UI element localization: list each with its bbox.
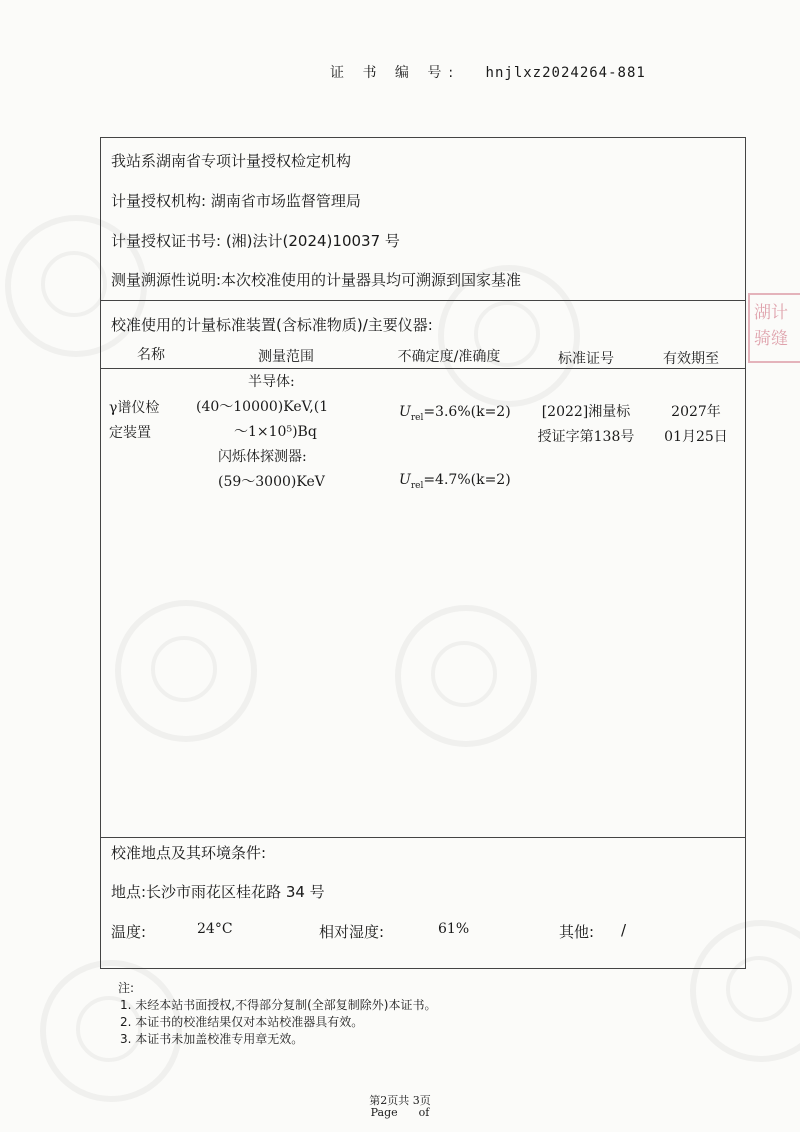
uncertainty-2: $U_{rel}=4.7\%(k=2)$ — [399, 472, 511, 491]
notes-title: 注: — [118, 981, 135, 995]
equipment-name: γ谱仪检 定装置 — [109, 400, 160, 441]
humidity-label: 相对湿度: — [319, 923, 385, 941]
page-number-cn: 第2页共 3页 — [369, 1094, 431, 1107]
authority-statement: 我站系湖南省专项计量授权检定机构 — [111, 152, 352, 170]
humidity-value: 61% — [438, 921, 470, 937]
col-name: 名称 — [137, 347, 165, 363]
certificate-table — [100, 137, 746, 969]
notes — [118, 980, 436, 1048]
authority-cert: 计量授权证书号: (湘)法计(2024)10037 号 — [111, 232, 400, 250]
uncertainty-1: $U_{rel}=3.6\%(k=2)$ — [399, 404, 511, 423]
divider — [101, 300, 745, 301]
note-item: 3. 本证书未加盖校准专用章无效。 — [120, 1032, 304, 1046]
divider — [101, 837, 745, 838]
col-range: 测量范围 — [258, 349, 314, 365]
other-value: / — [621, 921, 627, 939]
page-number-en: Page of — [370, 1106, 430, 1119]
temperature-value: 24°C — [197, 921, 233, 937]
seam-stamp: 湖计 骑缝 — [748, 293, 800, 363]
standard-cert-number: [2022]湘量标 授证字第138号 — [537, 404, 635, 445]
divider — [101, 368, 745, 369]
authority-org: 计量授权机构: 湖南省市场监督管理局 — [111, 192, 361, 210]
standards-title: 校准使用的计量标准装置(含标准物质)/主要仪器: — [111, 316, 433, 334]
col-cert: 标准证号 — [558, 351, 614, 367]
certificate-number — [330, 62, 646, 82]
certificate-number-value: hnjlxz2024264-881 — [485, 65, 646, 81]
col-uncertainty: 不确定度/准确度 — [397, 349, 501, 365]
note-item: 1. 未经本站书面授权,不得部分复制(全部复制除外)本证书。 — [120, 998, 437, 1012]
location-title: 校准地点及其环境条件: — [111, 844, 267, 862]
other-label: 其他: — [559, 923, 595, 941]
address: 地点:长沙市雨花区桂花路 34 号 — [111, 883, 325, 901]
certificate-number-label: 证 书 编 号: — [330, 65, 461, 81]
measurement-range: 半导体: (40～10000)KeV,(1 ～1×10⁵)Bq 闪烁体探测器: (59～3000)KeV — [196, 374, 329, 490]
traceability: 测量溯源性说明:本次校准使用的计量器具均可溯源到国家基准 — [111, 271, 522, 289]
temperature-label: 温度: — [111, 923, 147, 941]
col-valid: 有效期至 — [663, 351, 719, 367]
valid-until: 2027年 01月25日 — [664, 404, 728, 445]
note-item: 2. 本证书的校准结果仅对本站校准器具有效。 — [120, 1015, 364, 1029]
